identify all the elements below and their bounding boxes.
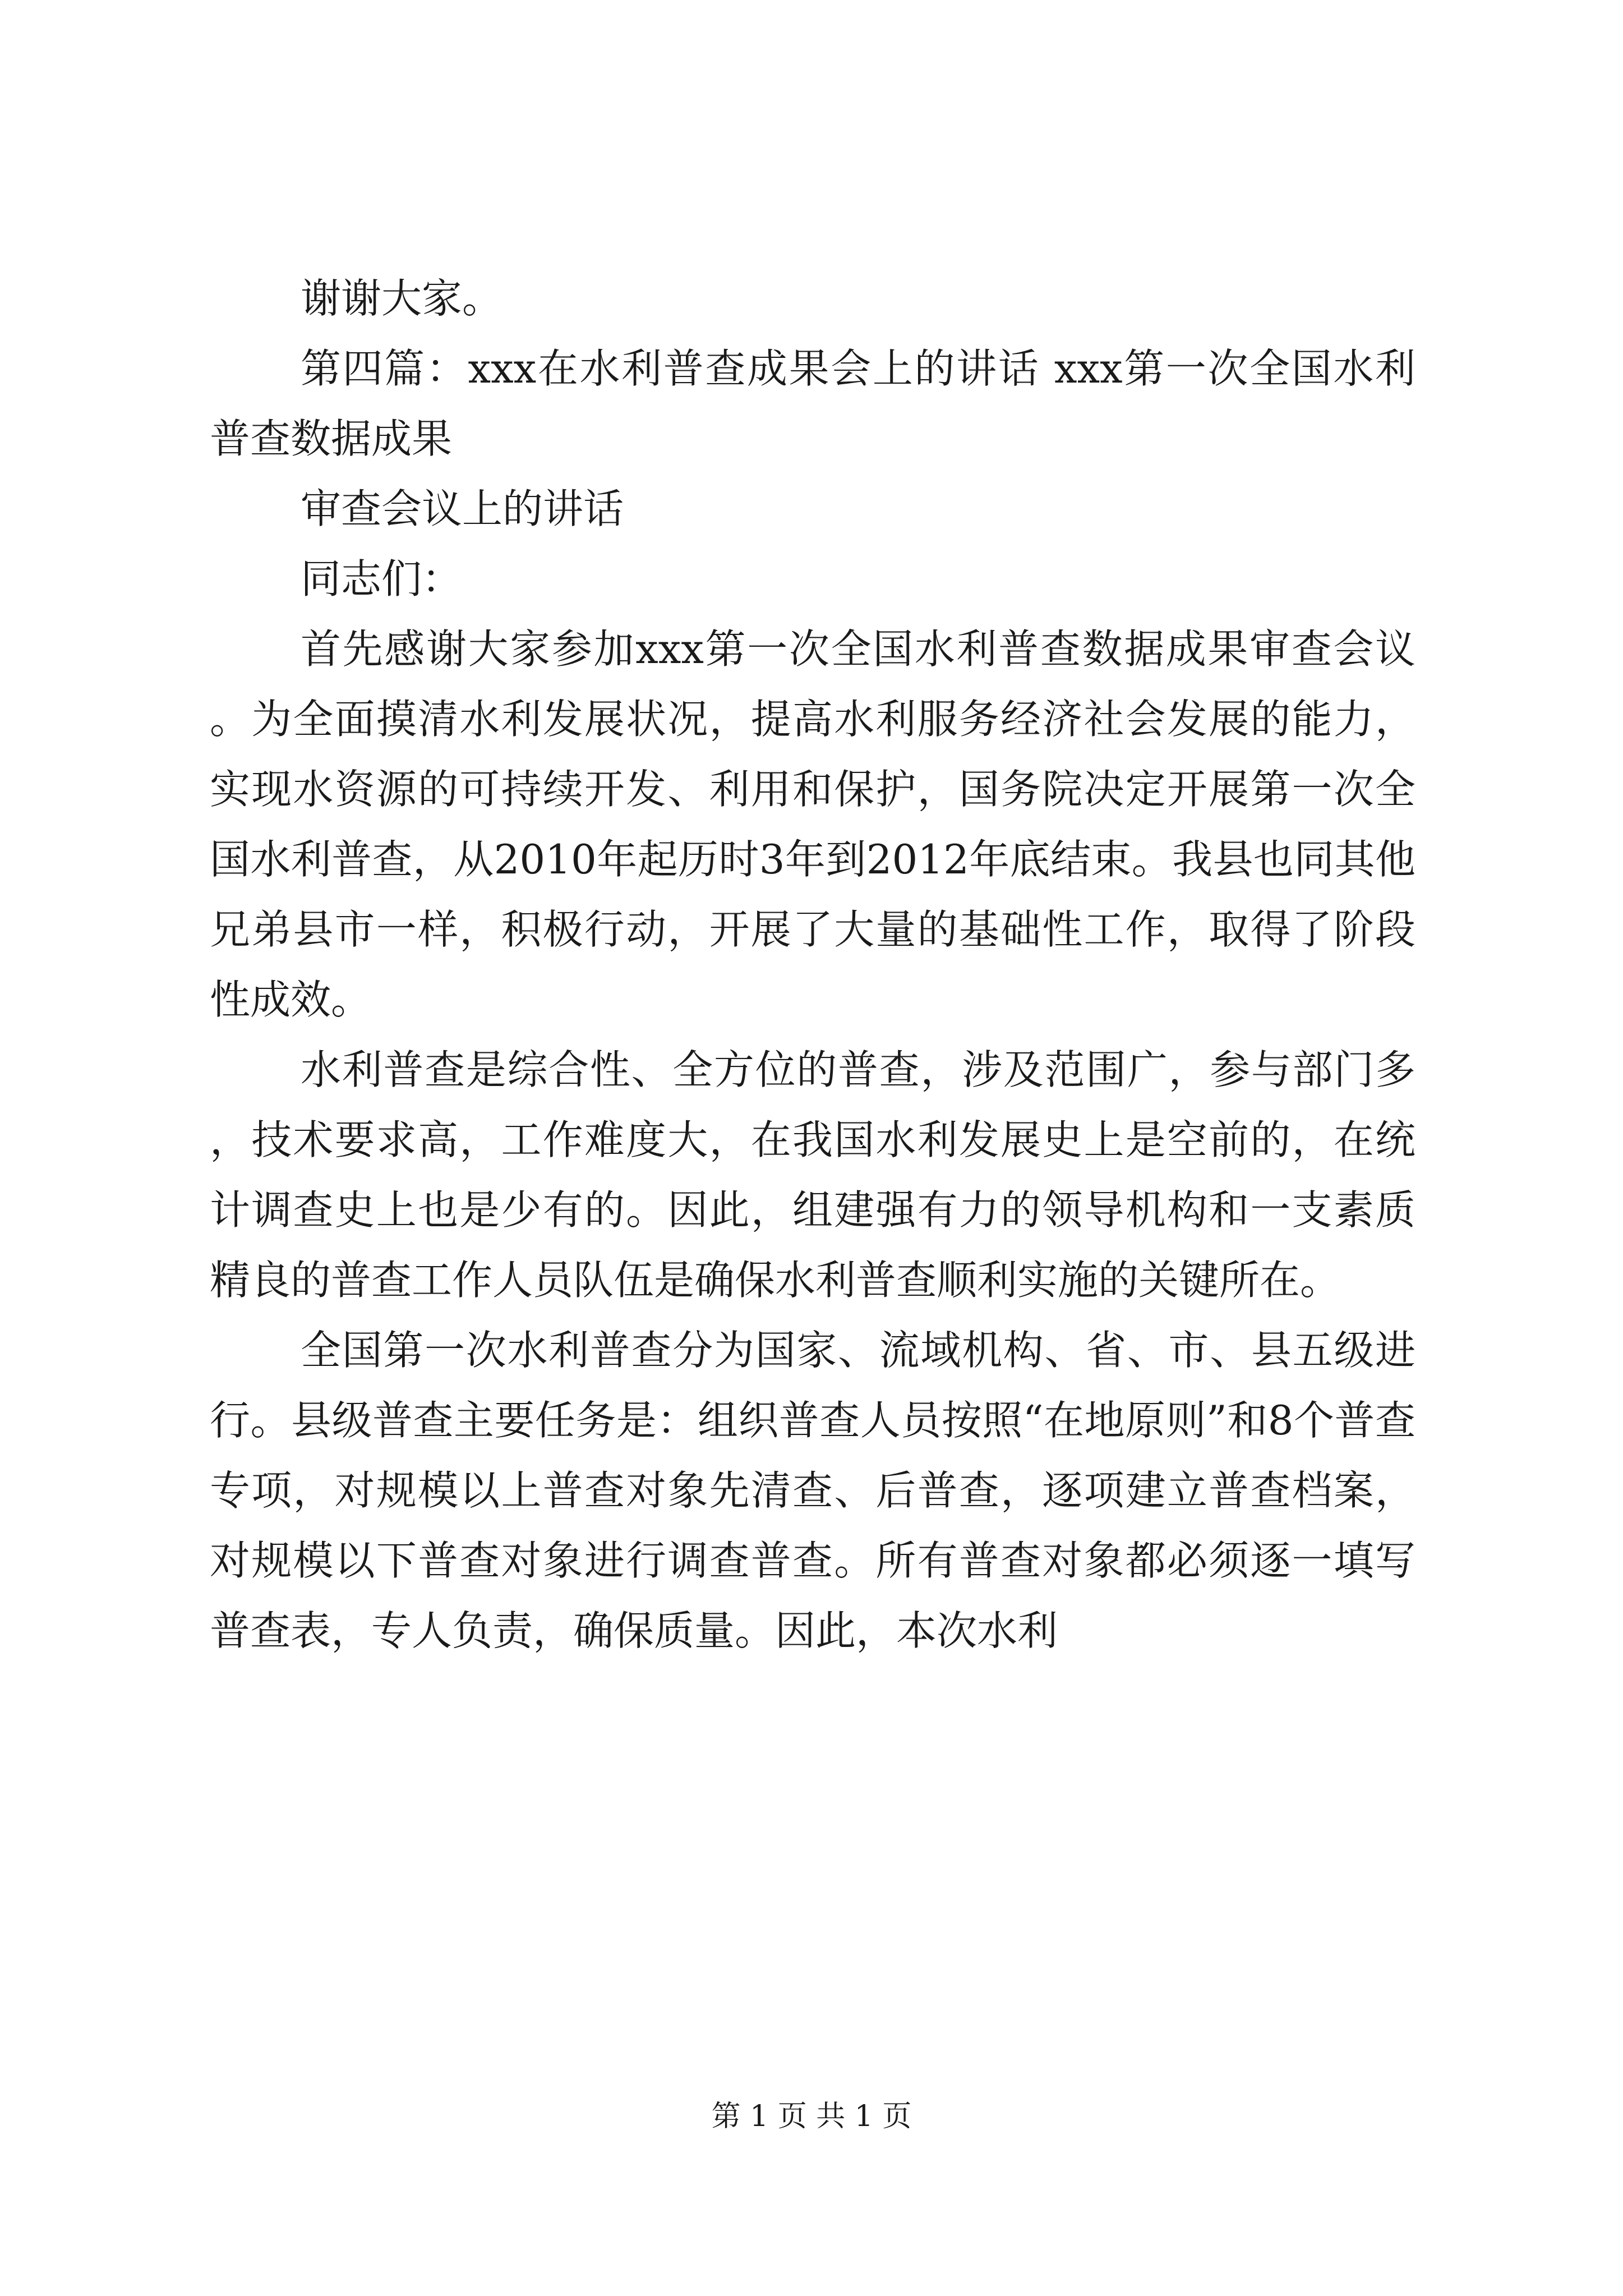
page-number-footer: 第 1 页 共 1 页 — [711, 2100, 912, 2133]
paragraph-survey-levels: 全国第一次水利普查分为国家、流域机构、省、市、县五级进行。县级普查主要任务是：组织普查人员按照“在地原则”和8个普查专项，对规模以上普查对象先清查、后普查，逐项建立普查档案，对规模以下普查对象进行调查普查。所有普查对象都必须逐一填写普查表，专人负责，确保质量。因此，本次水利 — [210, 1327, 1415, 1654]
paragraph-survey-importance: 水利普查是综合性、全方位的普查，涉及范围广，参与部门多，技术要求高，工作难度大，在我国水利发展史上是空前的，在统计调查史上也是少有的。因此，组建强有力的领导机构和一支素质精良的普查工作人员队伍是确保水利普查顺利实施的关键所在。 — [210, 1046, 1415, 1304]
paragraph-thanks: 谢谢大家。 — [301, 275, 503, 322]
paragraph-chapter-heading: 第四篇：xxx在水利普查成果会上的讲话 xxx第一次全国水利普查数据成果 — [210, 345, 1415, 462]
paragraph-intro: 首先感谢大家参加xxx第一次全国水利普查数据成果审查会议。为全面摸清水利发展状况，提高水利服务经济社会发展的能力，实现水资源的可持续开发、利用和保护，国务院决定开展第一次全国水利普查，从2010年起历时3年到2012年底结束。我县也同其他兄弟县市一样，积极行动，开展了大量的基础性工作，取得了阶段性成效。 — [210, 625, 1415, 1023]
paragraph-heading-continuation: 审查会议上的讲话 — [301, 485, 624, 532]
document-body — [210, 264, 1415, 1666]
paragraph-salutation: 同志们： — [301, 555, 463, 602]
